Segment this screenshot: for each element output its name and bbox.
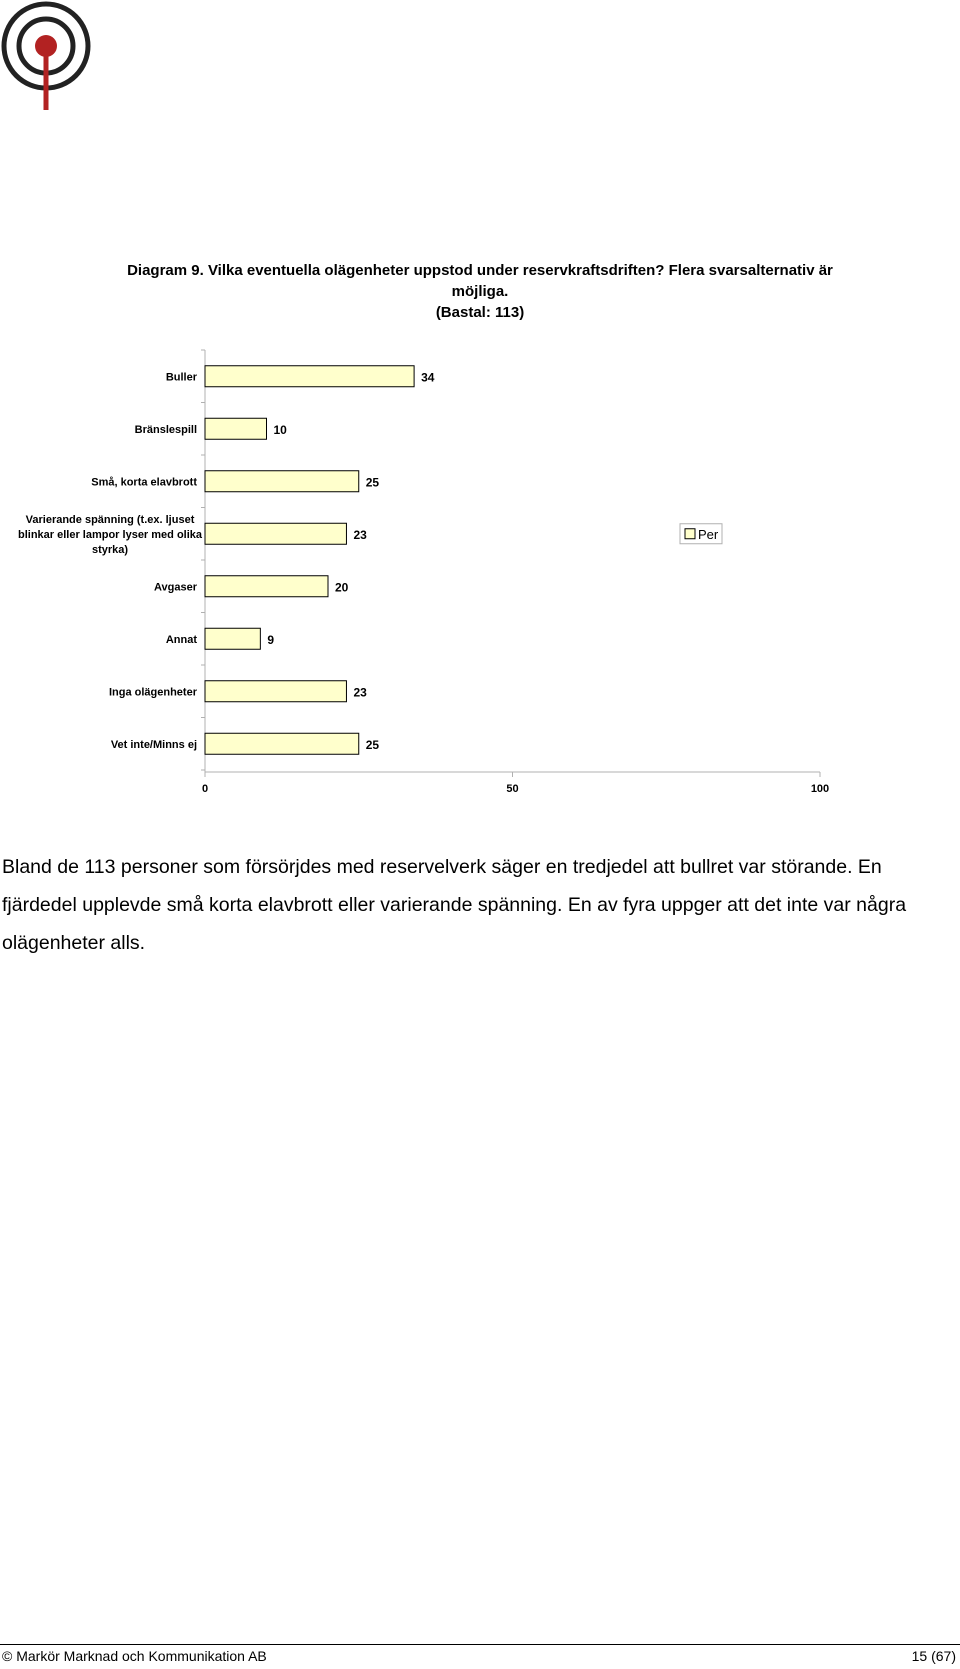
category-label: Vet inte/Minns ej [110,738,197,751]
logo-stem [44,52,49,110]
category-label: Varierande spänning (t.ex. ljuset [25,513,195,526]
category-label: Buller [165,371,197,384]
category-label: Små, korta elavbrott [91,476,197,489]
chart-title-line: (Bastal: 113) [435,304,525,321]
x-tick-label: 50 [506,783,519,795]
bar-chart [0,340,960,800]
bar [205,733,359,754]
bar [205,471,359,492]
bar-value-label: 20 [335,580,349,595]
category-label: Bränslespill [134,423,197,436]
legend-swatch [685,529,695,539]
category-label: Inga olägenheter [108,686,197,699]
category-label: blinkar eller lampor lyser med olika [17,528,203,541]
bar-value-label: 9 [267,632,275,647]
bar [205,523,346,544]
footer-page-number: 15 (67) [911,1648,956,1664]
category-label: Annat [165,633,197,646]
category-label: styrka) [91,543,129,556]
footer-copyright: © Markör Marknad och Kommunikation AB [2,1648,267,1664]
bar [205,366,414,387]
bar-value-label: 23 [353,685,367,700]
chart-title-line: möjliga. [451,283,509,300]
chart-title [90,260,870,323]
bar-value-label: 25 [365,475,380,490]
summary-paragraph: Bland de 113 personer som försörjdes med reservelverk säger en tredjedel att bullret var störande. En fjärdedel upplevde små korta elavbrott eller varierande spänning. En av fyra uppger att det inte var några olägenheter alls. [2,856,907,954]
legend-label: Per [698,526,719,542]
x-tick-label: 0 [201,783,209,795]
bar-value-label: 10 [273,422,287,437]
bar-value-label: 25 [365,737,380,752]
bar-value-label: 34 [421,370,435,385]
bar [205,576,328,597]
company-logo [0,0,96,112]
x-tick-label: 100 [810,783,830,795]
bar [205,681,346,702]
category-label: Avgaser [153,581,197,594]
bar-value-label: 23 [353,527,367,542]
bar [205,418,267,439]
chart-title-line: Diagram 9. Vilka eventuella olägenheter uppstod under reservkraftsdriften? Flera svarsalternativ är [127,262,833,279]
bar [205,628,260,649]
footer-rule [0,1644,960,1645]
